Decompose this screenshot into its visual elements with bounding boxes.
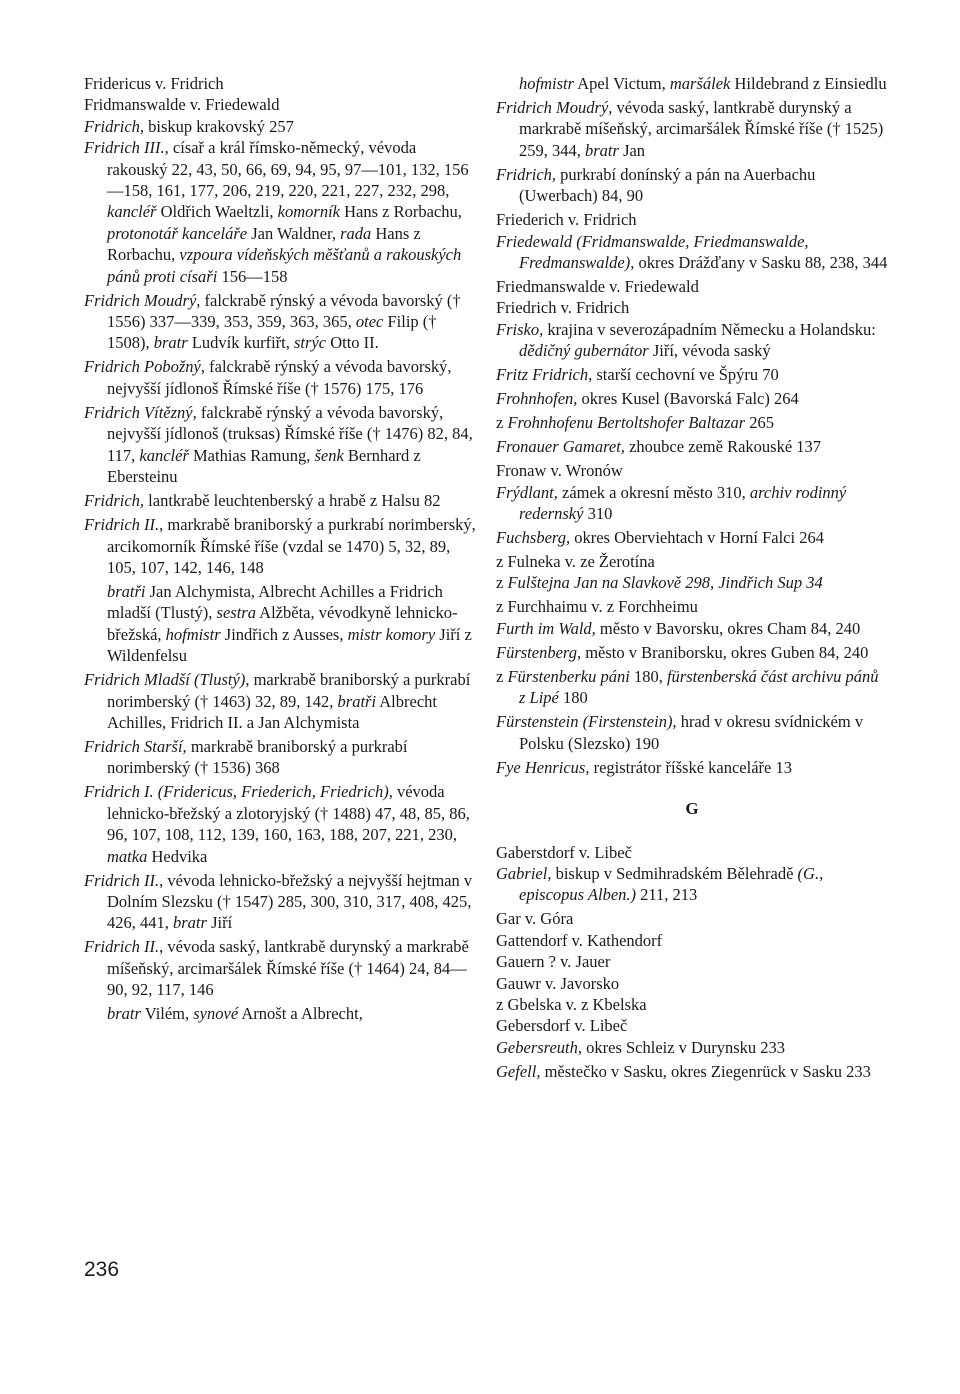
index-entry-text: , markrabě braniborský a purkrabí norimberský, arcikomorník Římské říše (vzdal se 1470) 5, 32, 89, 105, 107, 142, 146, 148	[107, 515, 476, 577]
index-entry	[496, 364, 888, 385]
index-entry-text: Otto II.	[326, 333, 379, 353]
index-entry	[496, 297, 888, 318]
index-entry-text: biskup krakovský 257	[144, 116, 294, 136]
index-entry-text: 211, 213	[636, 885, 698, 905]
index-entry-italic-text: otec	[355, 312, 384, 332]
index-entry-text: Apel Victum,	[574, 74, 670, 93]
index-entry	[84, 94, 476, 115]
index-entry-text: Albrecht Achilles, Fridrich II. a Jan Alchymista	[107, 691, 437, 732]
index-entry	[496, 460, 888, 481]
index-entry-text: 180	[558, 688, 588, 708]
index-entry-text: Jan Waldner,	[247, 223, 341, 243]
index-entry	[496, 73, 888, 94]
index-entry-italic-text: Frisko,	[496, 319, 544, 339]
index-entry	[84, 669, 476, 733]
index-entry-text: z	[496, 573, 508, 593]
index-entry	[496, 973, 888, 994]
index-entry-italic-text: Frohnhofenu Bertoltshofer Baltazar	[507, 413, 746, 433]
index-entry-text: zámek a okresní město 310,	[557, 482, 750, 502]
index-entry	[496, 642, 888, 663]
index-entry-italic-text: Friedewald (Fridmanswalde, Friedmanswalde, Fredmanswalde),	[496, 231, 809, 273]
index-entry-text: město v Braniborsku, okres Guben 84, 240	[581, 642, 869, 662]
index-entry	[84, 490, 476, 511]
index-entry-text: Jan	[618, 140, 646, 160]
index-entry	[496, 757, 888, 778]
index-entry-italic-text: Frýdlant,	[496, 482, 558, 502]
index-entry	[496, 930, 888, 951]
index-entry-text: Gauwr v. Javorsko	[496, 973, 620, 993]
index-entry	[496, 164, 888, 207]
index-entry-text: okres Schleiz v Durynsku 233	[582, 1037, 786, 1057]
index-entry	[84, 781, 476, 867]
index-entry	[84, 936, 476, 1000]
index-entry	[496, 551, 888, 572]
index-entry-text: město v Bavorsku, okres Cham 84, 240	[595, 618, 861, 638]
index-entry-text: falckrabě rýnský a vévoda bavorský, nejvyšší jídlonoš Římské říše († 1576) 175, 176	[107, 357, 452, 398]
index-entry-text: Fronaw v. Wronów	[496, 461, 623, 481]
index-entry-text: Gauern ? v. Jauer	[496, 952, 611, 972]
index-entry	[84, 356, 476, 399]
index-entry-italic-text: Fürstenstein (Firstenstein),	[496, 712, 677, 732]
index-entry-italic-text: Fürstenberg,	[496, 642, 582, 662]
index-entry	[496, 711, 888, 754]
index-entry	[84, 870, 476, 934]
index-entry-text: Friedrich v. Fridrich	[496, 298, 630, 318]
index-entry	[496, 482, 888, 525]
index-entry-text: hrad v okresu svídnickém v Polsku (Slezsko) 190	[519, 712, 864, 753]
index-entry	[496, 412, 888, 433]
index-entry-italic-text: Fürstenberku páni	[507, 666, 630, 686]
index-entry	[84, 116, 476, 137]
index-entry-text: Jan Alchymista, Albrecht Achilles a Fridrich mladší (Tlustý),	[107, 581, 443, 623]
section-letter-heading: G	[685, 799, 699, 819]
index-entry	[496, 436, 888, 457]
index-entry-text: registrátor říšské kanceláře 13	[589, 757, 792, 777]
index-entry-text: falckrabě rýnský a vévoda bavorský († 1556) 337—339, 353, 359, 363, 365,	[107, 290, 461, 332]
index-entry-text: Gattendorf v. Kathendorf	[496, 930, 663, 950]
index-entry-italic-text: protonotář kanceláře	[107, 223, 248, 243]
index-entry	[496, 388, 888, 409]
index-entry	[84, 1003, 476, 1024]
index-entry-text: markrabě braniborský a purkrabí norimberský († 1536) 368	[107, 736, 408, 778]
index-entry-italic-text: Fridrich Pobožný,	[84, 357, 205, 377]
index-entry-italic-text: archiv rodinný redernský	[519, 482, 847, 524]
index-entry-italic-text: hofmistr	[165, 624, 221, 644]
index-entry-text: Fridericus v. Fridrich	[84, 74, 224, 93]
index-entry	[496, 572, 888, 593]
index-entry-text: vévoda saský, lantkrabě durynský a markrabě míšeňský, arcimaršálek Římské říše († 1525) 259, 344,	[519, 98, 884, 160]
index-entry-italic-text: komorník	[277, 202, 340, 222]
index-entry-text: Arnošt a Albrecht,	[238, 1004, 363, 1024]
index-entry-italic-text: matka	[107, 846, 148, 866]
index-entry-text: lantkrabě leuchtenberský a hrabě z Halsu 82	[144, 491, 441, 511]
index-entry-text: falckrabě rýnský a vévoda bavorský, nejvyšší jídlonoš (truksas) Římské říše († 1476) 82, 84, 117,	[107, 402, 473, 465]
index-entry-text: 156—158	[217, 266, 288, 286]
index-entry-italic-text: kancléř	[139, 445, 189, 465]
index-entry-text: Alžběta, vévodkyně lehnicko-břežská,	[107, 603, 458, 644]
index-entry-text: Friederich v. Fridrich	[496, 210, 637, 230]
index-entry-text: Hans z Rorbachu,	[107, 223, 421, 265]
index-entry-italic-text: synové	[193, 1004, 239, 1024]
index-entry-italic-text: Fridrich,	[84, 116, 145, 136]
index-entry-text: Gebersdorf v. Libeč	[496, 1016, 628, 1036]
index-entry-italic-text: Fridrich III.	[84, 138, 165, 158]
index-entry-text: Jiří, vévoda saský	[648, 341, 771, 361]
index-entry-text: starší cechovní ve Špýru 70	[592, 365, 779, 385]
index-entry	[84, 581, 476, 667]
index-entry-text: markrabě braniborský a purkrabí norimberský († 1463) 32, 89, 142,	[107, 670, 471, 711]
index-entry-text: biskup v Sedmihradském Bělehradě	[551, 863, 798, 883]
index-entry	[496, 666, 888, 709]
index-entry	[496, 276, 888, 297]
index-entry	[496, 527, 888, 548]
index-entry	[84, 736, 476, 779]
index-entry-italic-text: maršálek	[669, 74, 731, 93]
index-entry-text: Friedmanswalde v. Friedewald	[496, 277, 699, 297]
index-entry	[496, 319, 888, 362]
index-entry-text: Hans z Rorbachu,	[339, 202, 462, 222]
index-entry-italic-text: Fridrich Moudrý,	[496, 98, 613, 117]
index-entry	[496, 596, 888, 617]
index-entry-text: 180,	[629, 666, 667, 686]
index-entry-text: , císař a král římsko-německý, vévoda rakouský 22, 43, 50, 66, 69, 94, 95, 97—101, 132, 156—158, 161, 177, 206, 219, 220, 221, 227, 232, 298,	[107, 138, 469, 201]
index-entry-italic-text: Fye Henricus,	[496, 757, 590, 777]
page-number: 236	[84, 1258, 120, 1281]
index-entry-text: Hildebrand z Einsiedlu	[730, 74, 887, 93]
index-entry	[496, 951, 888, 972]
index-entry-text: Jiří z Wildenfelsu	[107, 624, 472, 666]
index-entry-text: z	[496, 413, 508, 433]
index-entry-text: z Gbelska v. z Kbelska	[496, 994, 647, 1014]
index-entry-text: městečko v Sasku, okres Ziegenrück v Sasku 233	[540, 1061, 871, 1081]
index-entry-italic-text: Gefell,	[496, 1061, 541, 1081]
index-entry	[496, 1061, 888, 1082]
index-entry	[496, 618, 888, 639]
index-entry-text: Hedvika	[147, 846, 208, 866]
index-entry-italic-text: Fridrich Starší,	[84, 736, 187, 756]
index-entry-text: krajina v severozápadním Německu a Holandsku:	[543, 319, 876, 339]
index-entry-italic-text: strýc	[294, 333, 327, 353]
index-entry	[496, 994, 888, 1015]
index-entry-text: Vilém,	[140, 1004, 194, 1024]
index-entry-text: , vévoda lehnicko-břežský a nejvyšší hejtman v Dolním Slezsku († 1547) 285, 300, 310, 317, 408, 425, 426, 441,	[107, 870, 473, 933]
index-entry	[496, 231, 888, 274]
index-entry	[84, 137, 476, 287]
index-entry-italic-text: Frohnhofen,	[496, 389, 578, 409]
index-entry	[496, 1037, 888, 1058]
index-entry	[496, 97, 888, 161]
index-entry-italic-text: Fulštejna Jan na Slavkově 298, Jindřich Sup 34	[507, 573, 823, 593]
index-entry	[84, 402, 476, 488]
index-entry-italic-text: Furth im Wald,	[496, 618, 596, 638]
index-list-g	[496, 842, 888, 1083]
index-entry-italic-text: sestra	[216, 603, 256, 623]
index-entry-text: Fridmanswalde v. Friedewald	[84, 95, 280, 115]
index-entry-italic-text: Gebersreuth,	[496, 1037, 582, 1057]
index-entry-italic-text: Fronauer Gamaret,	[496, 437, 625, 457]
index-entry-text: , vévoda saský, lantkrabě durynský a markrabě míšeňský, arcimaršálek Římské říše († 1464) 24, 84—90, 92, 117, 146	[107, 937, 469, 1000]
index-entry-italic-text: fürstenberská část archivu pánů z Lipé	[519, 666, 879, 708]
index-entry-text: Gaberstdorf v. Libeč	[496, 842, 632, 862]
index-entry-italic-text: Fritz Fridrich,	[496, 365, 593, 385]
index-entry-text: Bernhard z Ebersteinu	[107, 445, 421, 487]
index-entry-italic-text: kancléř	[107, 202, 157, 222]
index-entry	[496, 908, 888, 929]
index-entry-italic-text: Gabriel,	[496, 863, 552, 883]
index-entry	[84, 514, 476, 578]
index-entry-text: zhoubce země Rakouské 137	[624, 437, 822, 457]
index-entry-italic-text: Fridrich Vítězný,	[84, 402, 197, 422]
index-entry-text: z	[496, 666, 508, 686]
index-entry-text: vévoda lehnicko-břežský a zlotoryjský († 1488) 47, 48, 85, 86, 96, 107, 108, 112, 139, 160, 163, 188, 207, 221, 230,	[107, 782, 470, 845]
index-entry-text: 310	[583, 504, 613, 524]
index-list-f	[496, 73, 888, 778]
index-entry	[84, 290, 476, 354]
index-entry-text: Mathias Ramung,	[188, 445, 315, 465]
index-entry-italic-text: Fuchsberg,	[496, 528, 571, 548]
index-entry-text: Gar v. Góra	[496, 909, 574, 929]
index-entry-text: z Fulneka v. ze Žerotína	[496, 552, 655, 572]
index-entry-text: purkrabí donínský a pán na Auerbachu (Uwerbach) 84, 90	[519, 164, 816, 206]
index-entry	[496, 1015, 888, 1036]
index-entry-italic-text: Fridrich I. (Fridericus, Friederich, Friedrich),	[84, 782, 393, 802]
index-entry-italic-text: bratr	[173, 913, 207, 933]
index-entry-italic-text: vzpoura vídeňských měšťanů a rakouských pánů proti císaři	[107, 245, 462, 286]
index-entry-italic-text: bratr	[585, 140, 619, 160]
index-entry-italic-text: Fridrich II.	[84, 515, 160, 535]
index-entry	[496, 209, 888, 230]
index-entry-text: Filip († 1508),	[107, 312, 437, 353]
index-entry-text: Jindřich z Ausses,	[220, 624, 348, 644]
index-entry-italic-text: (G., episcopus Alben.)	[519, 863, 824, 905]
index-entry-text: okres Drážďany v Sasku 88, 238, 344	[634, 253, 888, 273]
index-entry-text: Ludvík kurfiřt,	[187, 333, 295, 353]
index-column-right	[496, 73, 888, 1085]
index-entry-italic-text: Fridrich II.	[84, 937, 160, 957]
index-entry-italic-text: dědičný gubernátor	[519, 341, 649, 361]
index-entry-italic-text: Fridrich II.	[84, 870, 160, 890]
index-entry-italic-text: bratři	[107, 581, 146, 601]
index-entry	[496, 842, 888, 863]
index-entry-italic-text: Fridrich,	[84, 491, 145, 511]
index-entry-text: okres Oberviehtach v Horní Falci 264	[570, 528, 824, 548]
index-entry	[496, 863, 888, 906]
index-entry-italic-text: bratři	[337, 691, 377, 711]
index-column-left	[84, 73, 476, 1027]
index-entry-text: okres Kusel (Bavorská Falc) 264	[577, 389, 799, 409]
index-entry-italic-text: mistr komory	[347, 624, 436, 644]
index-entry-italic-text: hofmistr	[519, 74, 575, 93]
index-entry-text: Jiří	[206, 913, 233, 933]
index-entry-italic-text: Fridrich,	[496, 164, 557, 184]
index-entry-italic-text: Fridrich Mladší (Tlustý),	[84, 670, 250, 690]
index-entry-italic-text: šenk	[314, 445, 344, 465]
index-entry-italic-text: bratr	[153, 333, 188, 353]
index-entry	[84, 73, 476, 94]
index-entry-italic-text: rada	[340, 223, 372, 243]
index-entry-text: 265	[745, 413, 775, 433]
index-entry-italic-text: bratr	[107, 1004, 141, 1024]
index-entry-text: z Furchhaimu v. z Forchheimu	[496, 597, 698, 617]
index-entry-italic-text: Fridrich Moudrý,	[84, 290, 201, 310]
index-entry-text: Oldřich Waeltzli,	[156, 202, 278, 222]
